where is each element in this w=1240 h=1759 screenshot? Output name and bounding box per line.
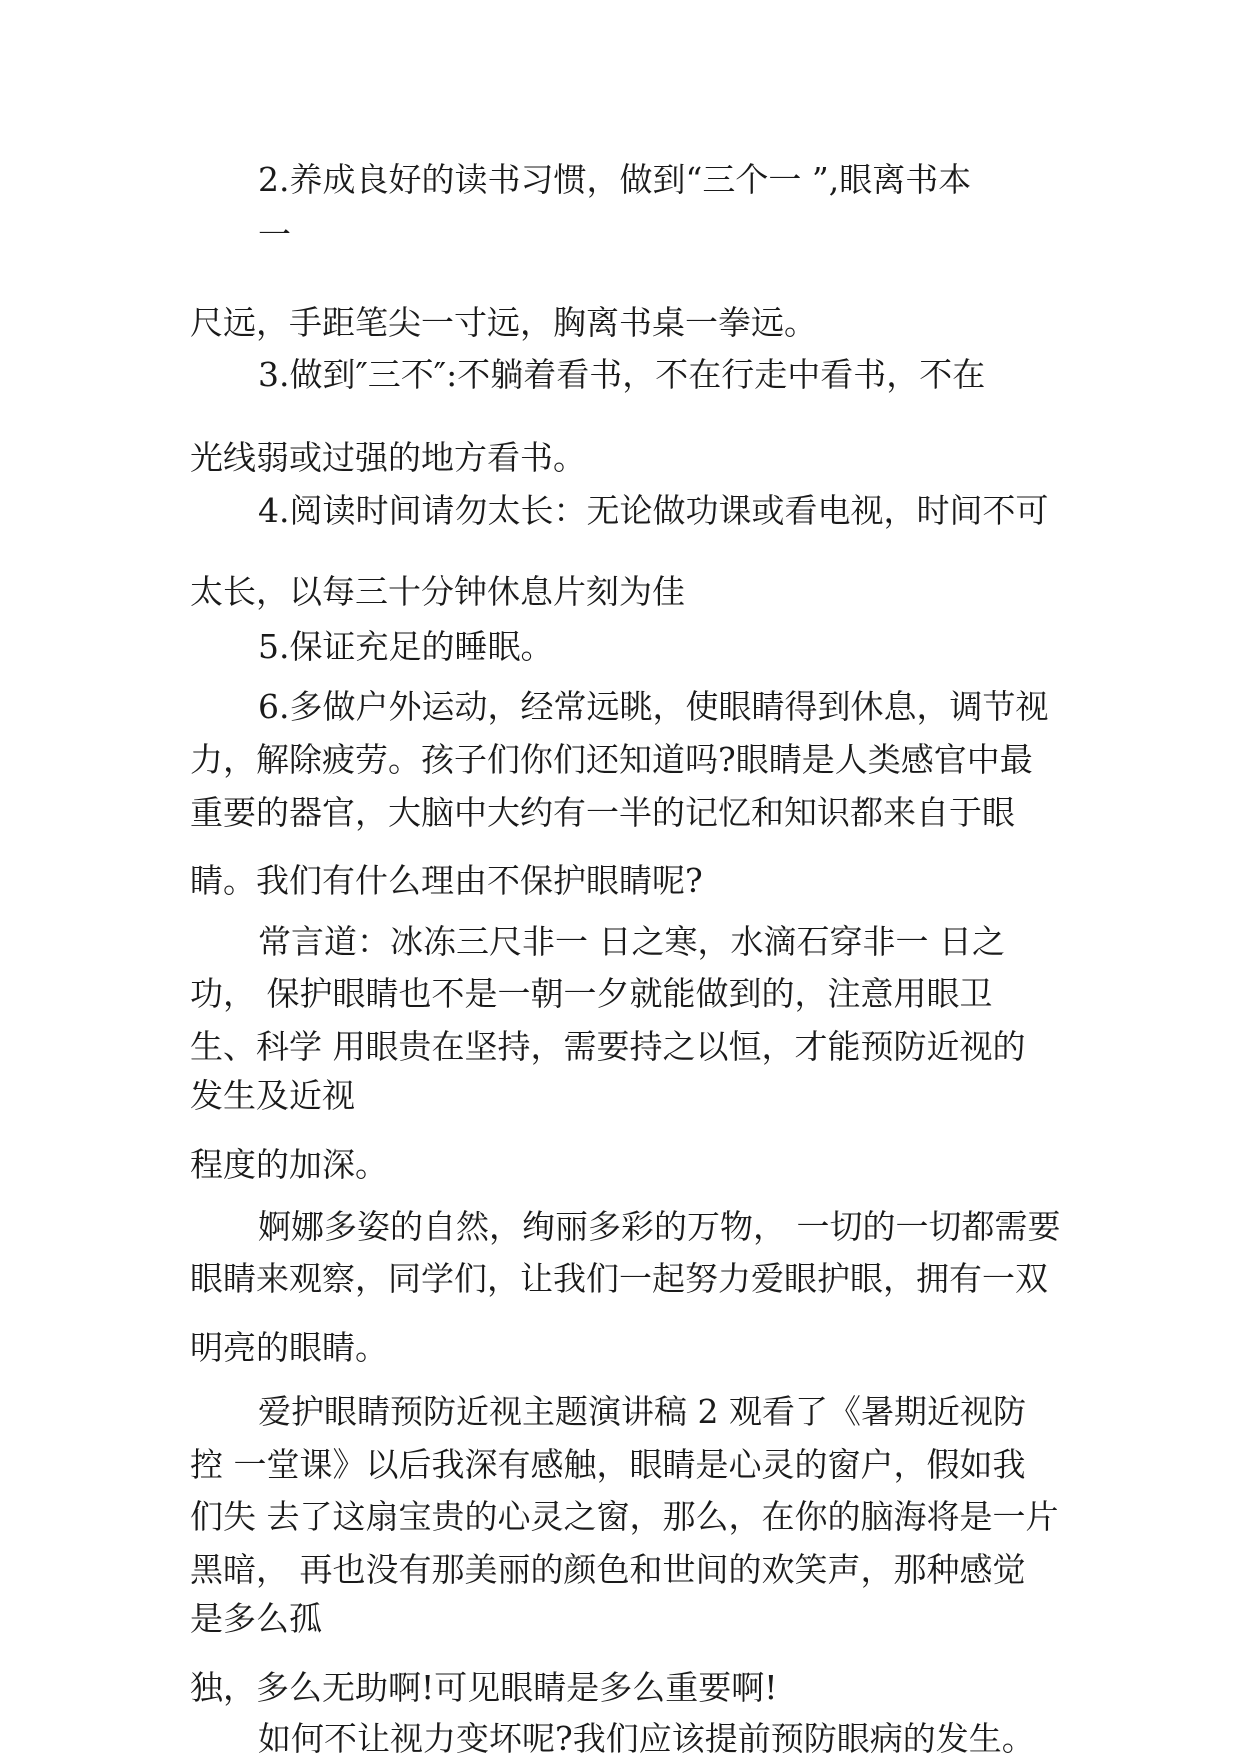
text-line: 光线弱或过强的地方看书。 xyxy=(190,438,586,477)
text-line: 太长，以每三十分钟休息片刻为佳 xyxy=(190,572,685,611)
text-line: 2.养成良好的读书习惯，做到“三个一 ”,眼离书本 xyxy=(258,160,972,199)
text-line: 独，多么无助啊!可见眼睛是多么重要啊! xyxy=(190,1668,778,1707)
text-line: 力，解除疲劳。孩子们你们还知道吗?眼睛是人类感官中最 xyxy=(190,740,1033,779)
text-line: 们失 去了这扇宝贵的心灵之窗，那么，在你的脑海将是一片 xyxy=(190,1497,1059,1536)
text-line: 生、科学 用眼贵在坚持，需要持之以恒，才能预防近视的 xyxy=(190,1027,1026,1066)
text-line: 睛。我们有什么理由不保护眼睛呢? xyxy=(190,861,703,900)
text-line: 是多么孤 xyxy=(190,1599,322,1638)
text-line: 程度的加深。 xyxy=(190,1145,388,1184)
text-line: 爱护眼睛预防近视主题演讲稿 2 观看了《暑期近视防 xyxy=(258,1392,1026,1431)
text-line: 发生及近视 xyxy=(190,1076,355,1115)
text-line: 功， 保护眼睛也不是一朝一夕就能做到的，注意用眼卫 xyxy=(190,974,993,1013)
text-line: 眼睛来观察，同学们，让我们一起努力爱眼护眼，拥有一双 xyxy=(190,1259,1048,1298)
text-line: 婀娜多姿的自然，绚丽多彩的万物， 一切的一切都需要 xyxy=(258,1207,1061,1246)
text-line: 尺远，手距笔尖一寸远，胸离书桌一拳远。 xyxy=(190,303,817,342)
text-line: 黑暗， 再也没有那美丽的颜色和世间的欢笑声，那种感觉 xyxy=(190,1550,1026,1589)
text-line: 如何不让视力变坏呢?我们应该提前预防眼病的发生。 xyxy=(258,1719,1035,1758)
text-line: 控 一堂课》以后我深有感触，眼睛是心灵的窗户，假如我 xyxy=(190,1445,1026,1484)
text-line: 4.阅读时间请勿太长：无论做功课或看电视，时间不可 xyxy=(258,491,1049,530)
text-line: 6.多做户外运动，经常远眺，使眼睛得到休息，调节视 xyxy=(258,687,1049,726)
text-line: 重要的器官，大脑中大约有一半的记忆和知识都来自于眼 xyxy=(190,793,1015,832)
text-line: 常言道：冰冻三尺非一 日之寒，水滴石穿非一 日之 xyxy=(258,922,1005,961)
text-line: 3.做到″三不″:不躺着看书，不在行走中看书，不在 xyxy=(258,355,986,394)
text-line: 明亮的眼睛。 xyxy=(190,1328,388,1367)
text-line: 5.保证充足的睡眠。 xyxy=(258,627,554,666)
text-line: 一 xyxy=(258,215,291,254)
